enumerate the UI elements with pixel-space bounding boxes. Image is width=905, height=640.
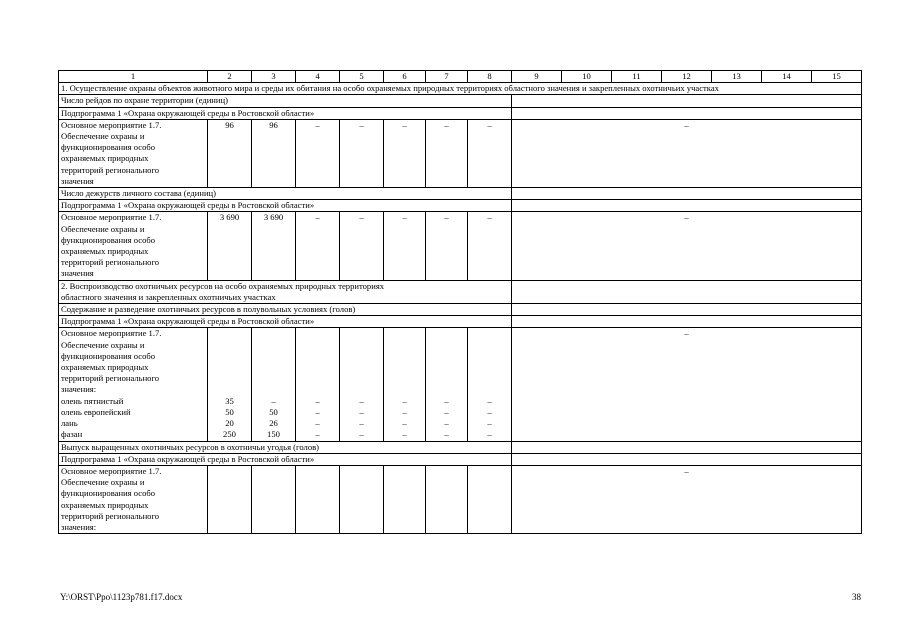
- measure-name-line: значения: [61, 175, 94, 186]
- section-title-empty: [512, 280, 862, 303]
- value-dash-value: –: [359, 429, 364, 440]
- page-number: 38: [852, 592, 861, 602]
- indicator-row-label: Выпуск выращенных охотничьих ресурсов в охотничьи угодья (голов): [59, 441, 512, 453]
- measure-name-line: значения:: [61, 521, 97, 532]
- measure-row: [59, 212, 862, 280]
- value-dash-value: –: [402, 395, 407, 406]
- indicator-row-empty: [512, 441, 862, 453]
- section-title-line: 2. Воспроизводство охотничьих ресурсов на особо охраняемых природных территориях: [61, 280, 385, 291]
- value-empty: [208, 465, 252, 533]
- measure-name-line: функционирования особо: [61, 234, 156, 245]
- measure-name-line: Основное мероприятие 1.7.: [61, 212, 162, 223]
- column-header: 6: [384, 71, 426, 83]
- measure-name-line: территорий регионального: [61, 510, 160, 521]
- value-dash: –: [384, 119, 426, 187]
- measure-name-line: охраняемых природных: [61, 153, 149, 164]
- measure-row: [59, 119, 862, 187]
- species-name: фазан: [61, 429, 83, 440]
- value-col2-value: 250: [223, 429, 236, 440]
- indicator-row: [59, 304, 862, 316]
- column-header: 13: [712, 71, 762, 83]
- value-col3: [252, 328, 296, 441]
- column-header: 15: [812, 71, 862, 83]
- value-dash-value: –: [444, 429, 449, 440]
- measure-name-line: функционирования особо: [61, 488, 156, 499]
- column-header: 5: [340, 71, 384, 83]
- indicator-row-empty: [512, 188, 862, 200]
- value-dash-value: –: [359, 406, 364, 417]
- indicator-row-label: Число рейдов по охране территории (единиц): [59, 95, 512, 107]
- value-col3-value: 150: [267, 429, 280, 440]
- value-col2: 3 690: [208, 212, 252, 280]
- value-dash-value: –: [315, 418, 320, 429]
- result-dash: –: [512, 328, 862, 441]
- value-dash-value: –: [359, 418, 364, 429]
- indicator-row: [59, 95, 862, 107]
- measure-name-line: охраняемых природных: [61, 362, 149, 373]
- value-dash-value: –: [487, 429, 492, 440]
- measure-name-line: Обеспечение охраны и: [61, 339, 145, 350]
- column-header: 2: [208, 71, 252, 83]
- measure-name-line: территорий регионального: [61, 164, 160, 175]
- measure-row: [59, 465, 862, 533]
- value-empty: [296, 465, 340, 533]
- value-dash: –: [340, 119, 384, 187]
- value-col2: [208, 328, 252, 441]
- value-empty: [252, 465, 296, 533]
- column-header: 1: [59, 71, 208, 83]
- indicator-row-empty: [512, 304, 862, 316]
- section-title-line: областного значения и закрепленных охотничьих участках: [61, 291, 276, 302]
- section-title: 1. Осуществление охраны объектов животного мира и среды их обитания на особо охраняемых природных территориях областного значения и закрепленных охотничьих участках: [59, 83, 862, 95]
- column-header: 7: [426, 71, 468, 83]
- value-col2-value: 35: [225, 395, 234, 406]
- value-col3: 96: [252, 119, 296, 187]
- value-col2-value: 50: [225, 406, 234, 417]
- value-col2: 96: [208, 119, 252, 187]
- column-header: 10: [562, 71, 612, 83]
- result-dash: –: [512, 465, 862, 533]
- value-dash: –: [426, 212, 468, 280]
- value-dash: –: [296, 212, 340, 280]
- footer-file-path: Y:\ORST\Ppo\1123p781.f17.docx: [60, 592, 183, 602]
- value-dash: –: [340, 212, 384, 280]
- value-dash: –: [426, 119, 468, 187]
- value-dash: –: [384, 212, 426, 280]
- measure-name: [59, 119, 208, 187]
- subprogram-row: [59, 200, 862, 212]
- result-dash: –: [512, 212, 862, 280]
- subprogram-row-empty: [512, 107, 862, 119]
- value-dash-value: –: [359, 395, 364, 406]
- value-dash-value: –: [444, 406, 449, 417]
- measure-name: [59, 465, 208, 533]
- value-dash-value: –: [444, 395, 449, 406]
- value-dash-value: –: [315, 429, 320, 440]
- value-dash-value: –: [315, 395, 320, 406]
- indicators-table: [58, 70, 862, 534]
- measure-name-line: значения:: [61, 384, 97, 395]
- measure-name-line: территорий регионального: [61, 257, 160, 268]
- measure-name-line: Основное мероприятие 1.7.: [61, 465, 162, 476]
- column-header: 8: [468, 71, 512, 83]
- species-name: олень пятнистый: [61, 395, 124, 406]
- subprogram-row-empty: [512, 453, 862, 465]
- measure-name-line: Обеспечение охраны и: [61, 223, 145, 234]
- subprogram-row-label: Подпрограмма 1 «Охрана окружающей среды в Ростовской области»: [59, 107, 512, 119]
- value-dash-value: –: [402, 429, 407, 440]
- measure-name-line: охраняемых природных: [61, 499, 149, 510]
- column-header: 12: [662, 71, 712, 83]
- column-header: 4: [296, 71, 340, 83]
- value-dash: –: [468, 212, 512, 280]
- header-row: [59, 71, 862, 83]
- value-dash: [296, 328, 340, 441]
- measure-name: [59, 328, 208, 441]
- measure-name-line: Основное мероприятие 1.7.: [61, 328, 162, 339]
- value-dash-value: –: [315, 406, 320, 417]
- column-header: 9: [512, 71, 562, 83]
- indicator-row-empty: [512, 95, 862, 107]
- subprogram-row: [59, 316, 862, 328]
- value-col3-value: 26: [269, 418, 278, 429]
- value-col2-value: 20: [225, 418, 234, 429]
- subprogram-row-empty: [512, 200, 862, 212]
- subprogram-row-label: Подпрограмма 1 «Охрана окружающей среды в Ростовской области»: [59, 316, 512, 328]
- value-dash-value: –: [444, 418, 449, 429]
- indicator-row-label: Содержание и разведение охотничьих ресурсов в полувольных условиях (голов): [59, 304, 512, 316]
- value-dash-value: –: [402, 406, 407, 417]
- measure-name-line: Основное мероприятие 1.7.: [61, 119, 162, 130]
- value-col3-value: 50: [269, 406, 278, 417]
- value-empty: [384, 465, 426, 533]
- measure-name-line: Обеспечение охраны и: [61, 131, 145, 142]
- measure-name-line: функционирования особо: [61, 350, 156, 361]
- value-dash-value: –: [487, 395, 492, 406]
- value-empty: [340, 465, 384, 533]
- measure-name-line: значения: [61, 268, 94, 279]
- value-dash: –: [468, 119, 512, 187]
- subprogram-row-empty: [512, 316, 862, 328]
- measure-name: [59, 212, 208, 280]
- subprogram-row-label: Подпрограмма 1 «Охрана окружающей среды в Ростовской области»: [59, 200, 512, 212]
- value-dash: [468, 328, 512, 441]
- result-dash: –: [512, 119, 862, 187]
- value-col3: 3 690: [252, 212, 296, 280]
- column-header: 11: [612, 71, 662, 83]
- indicator-row: [59, 188, 862, 200]
- subprogram-row: [59, 453, 862, 465]
- measure-name-line: функционирования особо: [61, 142, 156, 153]
- species-name: олень европейский: [61, 406, 131, 417]
- value-empty: [426, 465, 468, 533]
- column-header: 3: [252, 71, 296, 83]
- indicator-row: [59, 441, 862, 453]
- indicator-row-label: Число дежурств личного состава (единиц): [59, 188, 512, 200]
- section-title-row: [59, 280, 862, 303]
- value-dash: [340, 328, 384, 441]
- section-title: [59, 280, 512, 303]
- measure-name-line: охраняемых природных: [61, 246, 149, 257]
- value-dash-value: –: [402, 418, 407, 429]
- value-empty: [468, 465, 512, 533]
- column-header: 14: [762, 71, 812, 83]
- measure-name-line: территорий регионального: [61, 373, 160, 384]
- measure-row: [59, 328, 862, 441]
- subprogram-row: [59, 107, 862, 119]
- measure-name-line: Обеспечение охраны и: [61, 477, 145, 488]
- value-dash: [384, 328, 426, 441]
- subprogram-row-label: Подпрограмма 1 «Охрана окружающей среды в Ростовской области»: [59, 453, 512, 465]
- value-dash: –: [296, 119, 340, 187]
- value-col3-value: –: [271, 395, 276, 406]
- value-dash-value: –: [487, 406, 492, 417]
- species-name: лань: [61, 418, 78, 429]
- value-dash-value: –: [487, 418, 492, 429]
- value-dash: [426, 328, 468, 441]
- section-title-row: [59, 83, 862, 95]
